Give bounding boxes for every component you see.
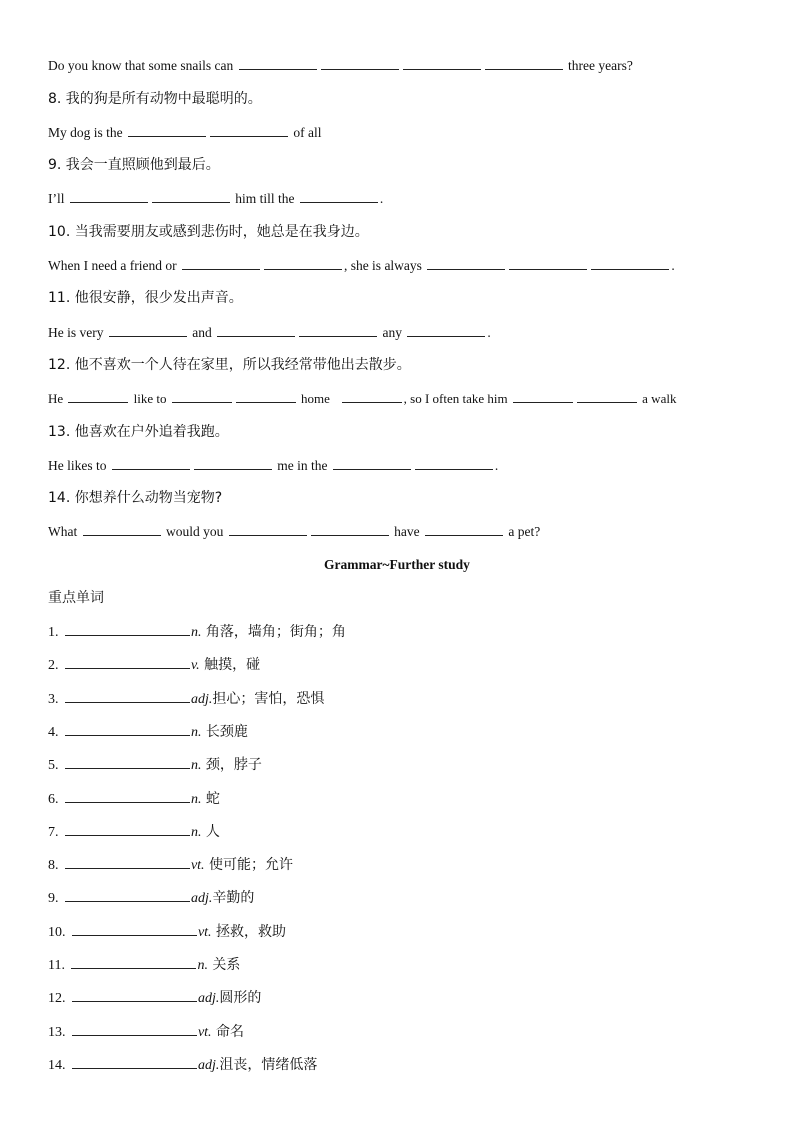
part-of-speech: vt. (197, 924, 212, 940)
answer-blank[interactable] (112, 455, 190, 470)
answer-blank[interactable] (172, 388, 232, 403)
vocab-number: 13. (48, 1024, 66, 1040)
sentence-text: and (192, 325, 212, 340)
answer-blank[interactable] (128, 122, 206, 137)
exercise-13-chinese: 13. 他喜欢在户外追着我跑。 (48, 424, 229, 440)
vocab-number: 5. (48, 758, 59, 774)
exercise-14-chinese: 14. 你想养什么动物当宠物? (48, 490, 223, 506)
part-of-speech: n. (190, 758, 202, 774)
answer-blank[interactable] (109, 322, 187, 337)
exercise-13-english (48, 455, 764, 475)
vocab-answer-blank[interactable] (65, 788, 190, 803)
sentence-text: me in the (277, 458, 328, 473)
vocab-item (48, 721, 764, 741)
exercise-8-chinese: 8. 我的狗是所有动物中最聪明的。 (48, 91, 262, 107)
vocab-meaning: 长颈鹿 (201, 723, 248, 740)
vocab-answer-blank[interactable] (72, 1021, 197, 1036)
answer-blank[interactable] (311, 521, 389, 536)
exercise-9-english (48, 188, 764, 208)
vocab-number: 2. (48, 658, 59, 674)
sentence-text: When I need a friend or (48, 258, 177, 273)
vocab-meaning: 人 (201, 823, 220, 840)
part-of-speech: adj. (190, 891, 213, 907)
answer-blank[interactable] (83, 521, 161, 536)
vocab-meaning: 角落，墙角；街角；角 (201, 624, 346, 640)
vocab-item (48, 821, 764, 841)
vocab-meaning: 颈，脖子 (201, 757, 262, 774)
vocab-number: 9. (48, 891, 59, 907)
sentence-text: My dog is the (48, 125, 123, 140)
answer-blank[interactable] (236, 388, 296, 403)
vocab-item (48, 1054, 764, 1074)
sentence-text: a pet? (508, 524, 541, 539)
part-of-speech: v. (190, 658, 200, 674)
sentence-text: , she is always (343, 258, 422, 273)
sentence-text: He likes to (48, 458, 107, 473)
vocab-item (48, 987, 764, 1007)
answer-blank[interactable] (300, 188, 378, 203)
part-of-speech: vt. (197, 1024, 212, 1040)
vocab-answer-blank[interactable] (65, 688, 190, 703)
exercise-8-english (48, 122, 764, 142)
answer-blank[interactable] (415, 455, 493, 470)
exercise-12-chinese: 12. 他不喜欢一个人待在家里，所以我经常带他出去散步。 (48, 357, 411, 373)
answer-blank[interactable] (591, 255, 669, 270)
answer-blank[interactable] (333, 455, 411, 470)
vocab-meaning: 命名 (211, 1023, 245, 1040)
vocab-number: 10. (48, 924, 66, 940)
vocab-meaning: 圆形的 (219, 990, 262, 1007)
sentence-text: of all (293, 125, 322, 140)
answer-blank[interactable] (210, 122, 288, 137)
vocab-answer-blank[interactable] (65, 754, 190, 769)
vocab-number: 3. (48, 691, 59, 707)
exercise-11-chinese: 11. 他很安静，很少发出声音。 (48, 290, 243, 306)
sentence-text: him till the (235, 191, 295, 206)
answer-blank[interactable] (427, 255, 505, 270)
vocab-item (48, 788, 764, 808)
section-subtitle: 重点单词 (48, 590, 104, 606)
sentence-text: He (48, 391, 64, 406)
vocab-answer-blank[interactable] (65, 721, 190, 736)
vocab-number: 11. (48, 958, 65, 973)
vocab-item (48, 688, 764, 708)
answer-blank[interactable] (152, 188, 230, 203)
answer-blank[interactable] (342, 388, 402, 403)
vocab-meaning: 关系 (207, 957, 241, 973)
vocab-item (48, 887, 764, 907)
sentence-text: any (382, 325, 402, 340)
vocab-meaning: 担心；害怕，恐惧 (212, 690, 325, 707)
vocab-answer-blank[interactable] (72, 987, 197, 1002)
exercise-14-english (48, 521, 764, 541)
part-of-speech: n. (190, 625, 202, 640)
answer-blank[interactable] (299, 322, 377, 337)
vocab-number: 1. (48, 625, 59, 640)
answer-blank[interactable] (68, 388, 128, 403)
vocab-meaning: 沮丧，情绪低落 (219, 1056, 318, 1073)
answer-blank[interactable] (239, 55, 317, 70)
exercise-10-english (48, 255, 764, 275)
vocab-item (48, 954, 764, 974)
vocab-answer-blank[interactable] (65, 854, 190, 869)
answer-blank[interactable] (513, 388, 573, 403)
part-of-speech: adj. (197, 991, 220, 1007)
vocab-item (48, 1021, 764, 1041)
answer-blank[interactable] (229, 521, 307, 536)
answer-blank[interactable] (194, 455, 272, 470)
vocab-meaning: 蛇 (201, 790, 220, 807)
sentence-text: , so I often take him (403, 391, 508, 406)
sentence-text: . (487, 325, 491, 340)
answer-blank[interactable] (70, 188, 148, 203)
sentence-text: have (394, 524, 420, 539)
vocab-number: 6. (48, 791, 59, 807)
vocab-meaning: 拯救，救助 (211, 923, 287, 940)
part-of-speech: vt. (190, 858, 205, 874)
part-of-speech: adj. (190, 691, 213, 707)
vocab-answer-blank[interactable] (72, 921, 197, 936)
exercise-11-english (48, 322, 764, 342)
answer-blank[interactable] (217, 322, 295, 337)
vocab-item (48, 854, 764, 874)
part-of-speech: n. (190, 824, 202, 840)
vocab-answer-blank[interactable] (65, 887, 190, 902)
vocab-meaning: 使可能；允许 (204, 857, 294, 874)
sentence-text: He is very (48, 325, 104, 340)
exercise-10-chinese: 10. 当我需要朋友或感到悲伤时，她总是在我身边。 (48, 224, 369, 240)
answer-blank[interactable] (509, 255, 587, 270)
vocab-item (48, 654, 764, 674)
sentence-text: I’ll (48, 191, 65, 206)
exercise-9-chinese: 9. 我会一直照顾他到最后。 (48, 157, 220, 173)
sentence-text: . (379, 191, 384, 206)
section-title: Grammar~Further study (324, 557, 470, 572)
answer-blank[interactable] (485, 55, 563, 70)
vocab-answer-blank[interactable] (72, 1054, 197, 1069)
vocab-meaning: 触摸，碰 (199, 657, 261, 674)
sentence-text: a walk (642, 391, 677, 406)
part-of-speech: n. (197, 958, 208, 973)
vocab-number: 4. (48, 724, 59, 740)
sentence-text: What (48, 524, 78, 539)
vocab-number: 8. (48, 858, 59, 874)
vocab-item (48, 754, 764, 774)
answer-blank[interactable] (425, 521, 503, 536)
sentence-text: three years? (567, 58, 633, 73)
vocab-answer-blank[interactable] (65, 821, 190, 836)
answer-blank[interactable] (182, 255, 260, 270)
answer-blank[interactable] (403, 55, 481, 70)
sentence-text: Do you know that some snails can (48, 58, 234, 73)
answer-blank[interactable] (264, 255, 342, 270)
answer-blank[interactable] (577, 388, 637, 403)
sentence-text: home (301, 391, 330, 406)
vocab-answer-blank[interactable] (71, 954, 196, 969)
sentence-text: like to (133, 391, 167, 406)
vocab-item (48, 621, 764, 641)
answer-blank[interactable] (321, 55, 399, 70)
answer-blank[interactable] (407, 322, 485, 337)
part-of-speech: n. (190, 791, 202, 807)
exercise-12-english (48, 388, 764, 408)
vocab-number: 12. (48, 991, 66, 1007)
sentence-text: . (494, 458, 499, 473)
vocab-answer-blank[interactable] (65, 654, 190, 669)
part-of-speech: adj. (197, 1057, 220, 1073)
part-of-speech: n. (190, 724, 202, 740)
vocab-item (48, 921, 764, 941)
exercise-7-english (48, 55, 764, 75)
vocab-meaning: 辛勤的 (212, 890, 255, 907)
vocab-answer-blank[interactable] (65, 621, 190, 636)
sentence-text: . (671, 258, 675, 273)
sentence-text: would you (166, 524, 224, 539)
vocab-number: 7. (48, 824, 59, 840)
vocab-number: 14. (48, 1057, 66, 1073)
